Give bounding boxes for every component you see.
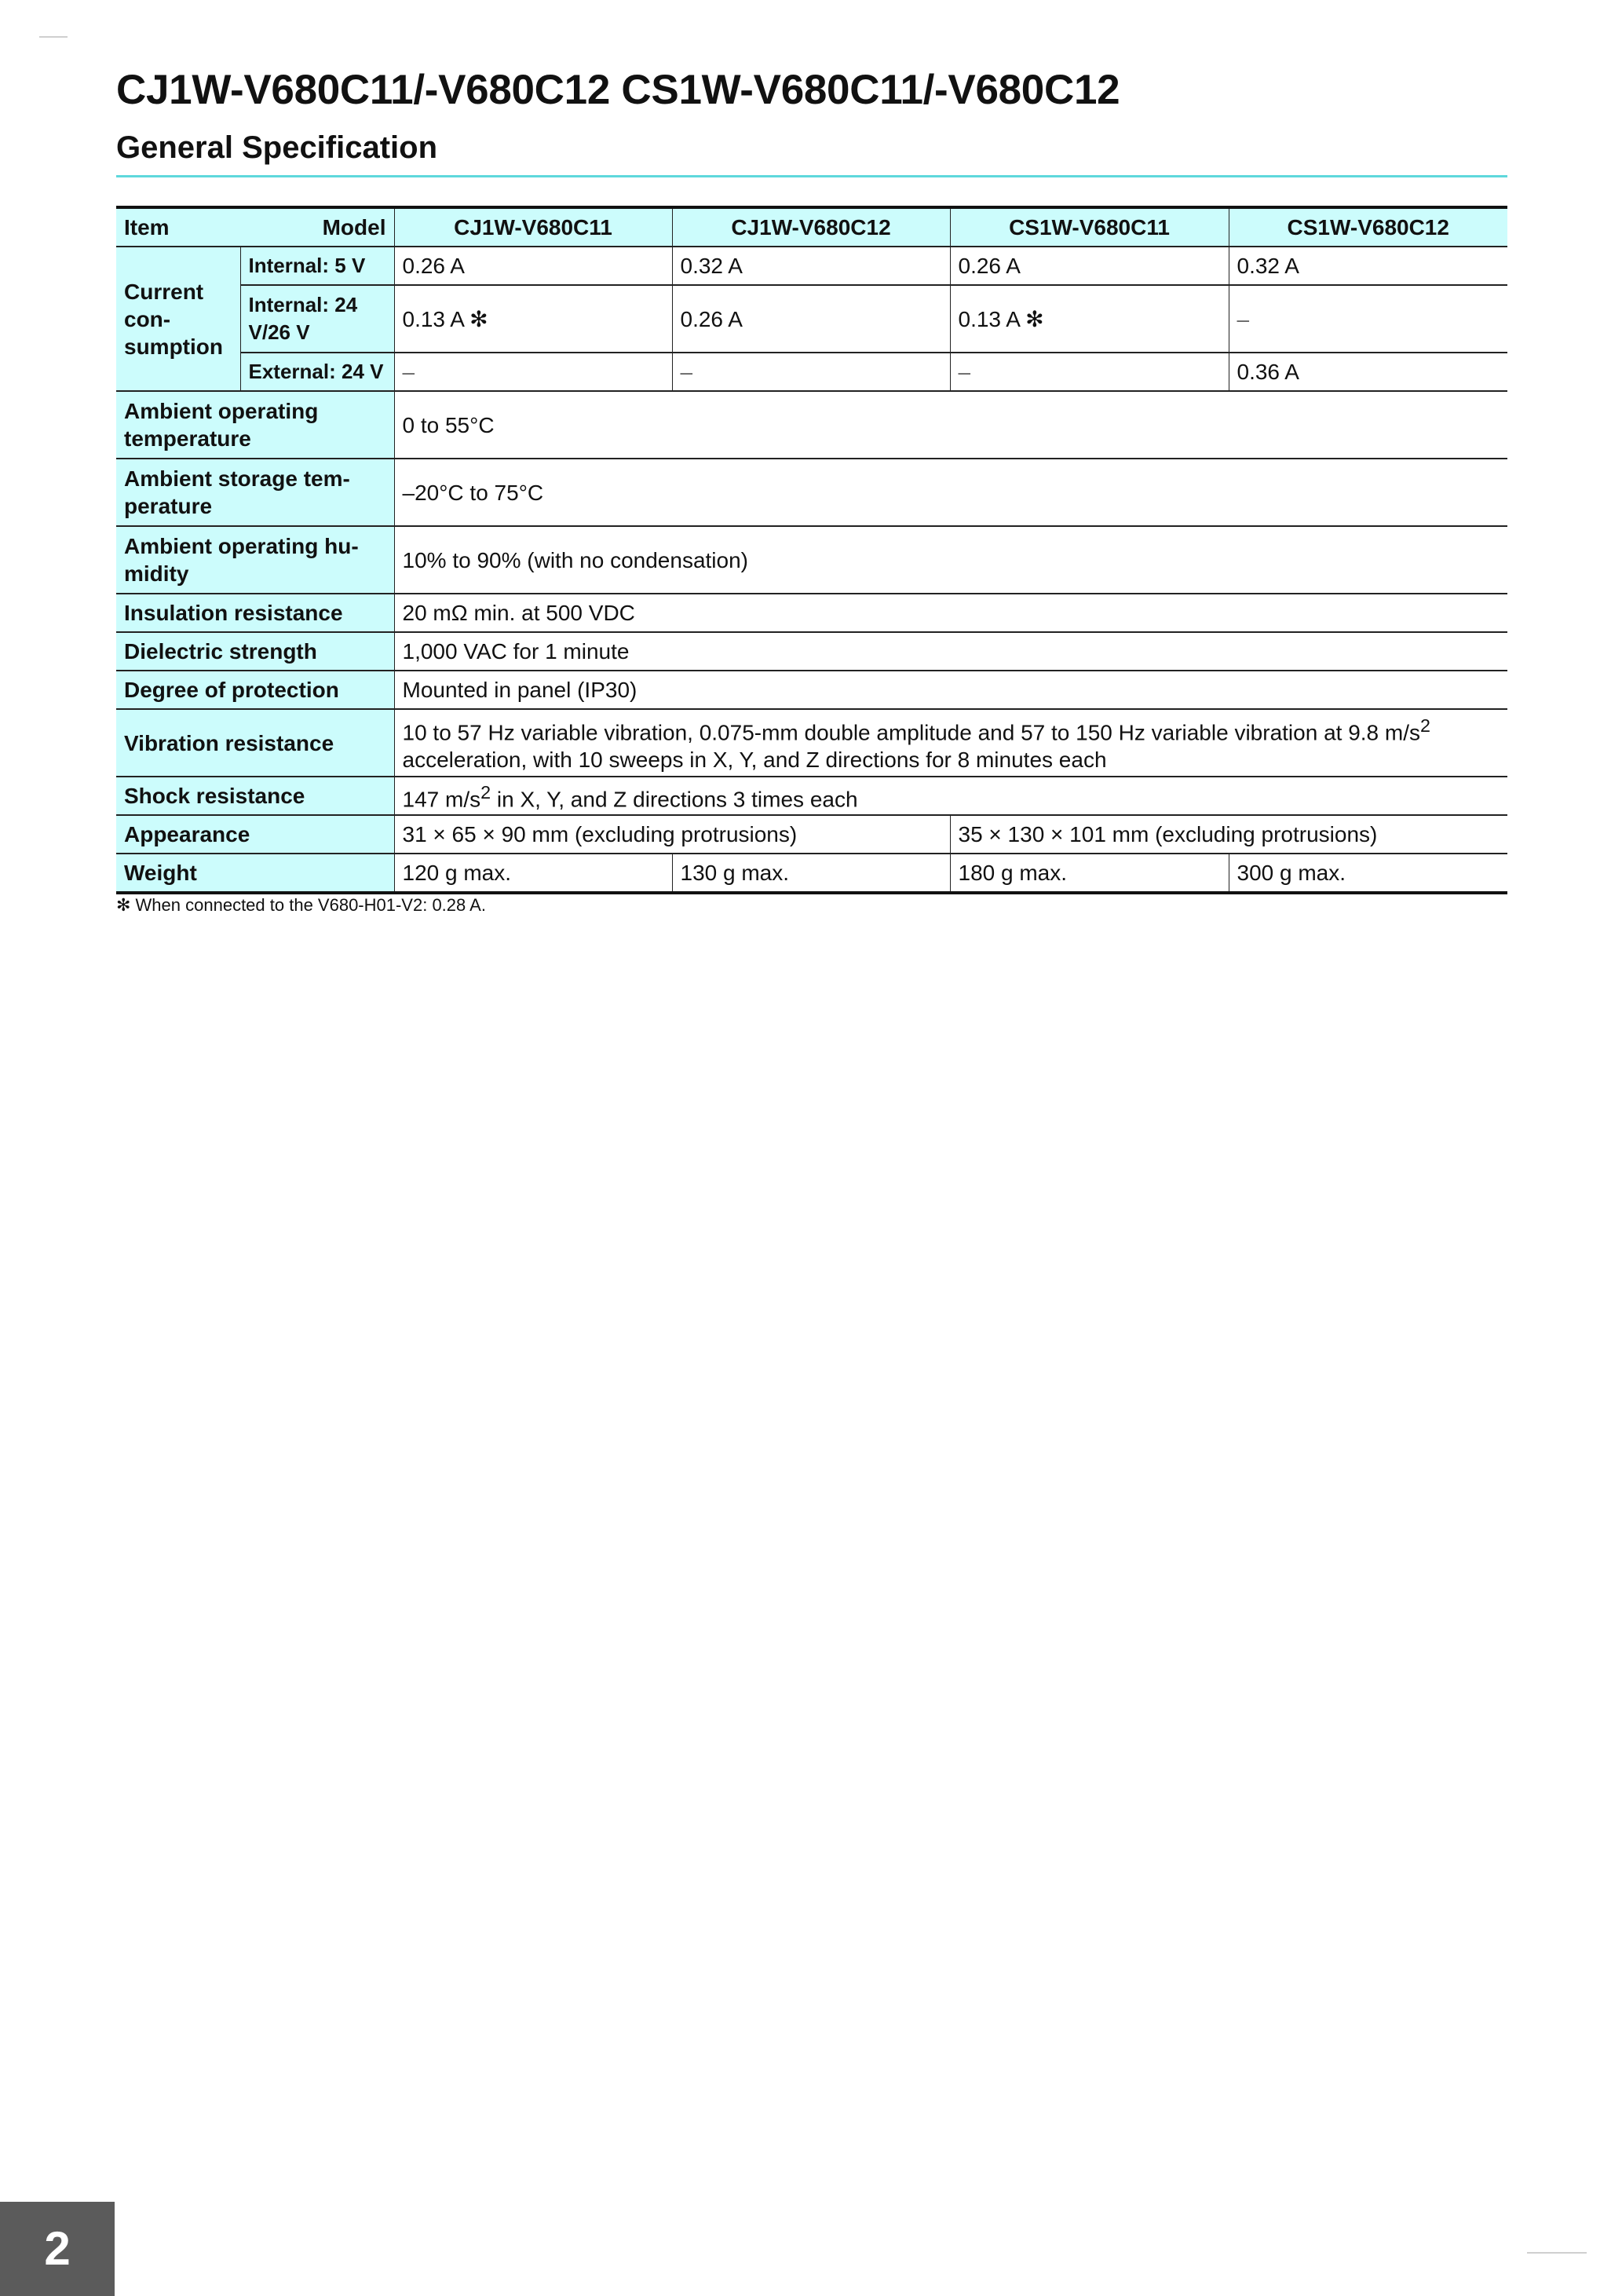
sub-item-label: Internal: 24 V/26 V — [240, 285, 394, 353]
row-label: Ambient storage tem-perature — [116, 459, 394, 526]
table-row — [116, 709, 1507, 777]
row-label: Degree of protection — [116, 671, 394, 709]
table-cell: 0 to 55°C — [394, 391, 1507, 459]
table-row — [116, 632, 1507, 671]
superscript: 2 — [480, 781, 491, 803]
table-cell: 1,000 VAC for 1 minute — [394, 632, 1507, 671]
table-cell — [394, 709, 1507, 777]
superscript: 2 — [1420, 715, 1430, 736]
general-specification-table — [116, 206, 1507, 894]
page-number-tab: 2 — [0, 2202, 115, 2296]
table-cell: – — [950, 353, 1229, 391]
table-row — [116, 247, 1507, 285]
shock-text-b: in X, Y, and Z directions 3 times each — [491, 787, 858, 812]
table-row — [116, 391, 1507, 459]
row-label: Shock resistance — [116, 777, 394, 815]
table-row — [116, 671, 1507, 709]
table-cell: 130 g max. — [672, 854, 950, 893]
table-cell: 300 g max. — [1229, 854, 1507, 893]
model-header-label: Model — [322, 215, 386, 239]
table-cell: 35 × 130 × 101 mm (excluding protrusions) — [950, 815, 1507, 854]
section-title: General Specification — [116, 130, 438, 165]
table-cell: 0.36 A — [1229, 353, 1507, 391]
page-title: CJ1W-V680C11/-V680C12 CS1W-V680C11/-V680C12 — [116, 67, 1120, 113]
table-cell: 0.13 A ✻ — [394, 285, 672, 353]
table-row — [116, 594, 1507, 632]
table-cell: 120 g max. — [394, 854, 672, 893]
table-cell: 0.32 A — [1229, 247, 1507, 285]
corner-mark — [39, 36, 68, 38]
footnote: ✻ When connected to the V680-H01-V2: 0.28 A. — [116, 895, 486, 915]
row-label: Ambient operating hu-midity — [116, 526, 394, 594]
table-cell: 10% to 90% (with no condensation) — [394, 526, 1507, 594]
table-row — [116, 815, 1507, 854]
vibration-text-line2: acceleration, with 10 sweeps in X, Y, and Z directions for 8 minutes each — [402, 748, 1107, 773]
corner-mark — [1527, 2252, 1587, 2254]
item-header-label: Item — [124, 215, 170, 239]
section-divider — [116, 175, 1507, 177]
table-cell: 0.13 A ✻ — [950, 285, 1229, 353]
row-label: Appearance — [116, 815, 394, 854]
table-row — [116, 459, 1507, 526]
table-cell: 0.26 A — [950, 247, 1229, 285]
row-label: Weight — [116, 854, 394, 893]
table-row — [116, 854, 1507, 893]
item-model-header — [116, 207, 394, 247]
current-consumption-text: Current con-sumption — [124, 279, 223, 359]
table-cell: Mounted in panel (IP30) — [394, 671, 1507, 709]
row-label: Vibration resistance — [116, 709, 394, 777]
table-cell: 0.26 A — [672, 285, 950, 353]
row-label: Insulation resistance — [116, 594, 394, 632]
table-cell: – — [672, 353, 950, 391]
model-header: CS1W-V680C11 — [950, 207, 1229, 247]
table-cell: 20 mΩ min. at 500 VDC — [394, 594, 1507, 632]
table-row — [116, 285, 1507, 353]
table-row — [116, 777, 1507, 815]
table-row — [116, 526, 1507, 594]
table-cell: 180 g max. — [950, 854, 1229, 893]
table-cell — [394, 777, 1507, 815]
table-cell: –20°C to 75°C — [394, 459, 1507, 526]
row-label: Dielectric strength — [116, 632, 394, 671]
current-consumption-label — [116, 247, 240, 391]
table-cell: 0.32 A — [672, 247, 950, 285]
row-label: Ambient operating temperature — [116, 391, 394, 459]
vibration-text-line1: 10 to 57 Hz variable vibration, 0.075-mm double amplitude and 57 to 150 Hz variable vibration at 9.8 m/s — [402, 720, 1421, 745]
table-cell: – — [394, 353, 672, 391]
table-cell: 31 × 65 × 90 mm (excluding protrusions) — [394, 815, 950, 854]
table-header-row — [116, 207, 1507, 247]
model-header: CJ1W-V680C12 — [672, 207, 950, 247]
sub-item-label: External: 24 V — [240, 353, 394, 391]
table-cell: 0.26 A — [394, 247, 672, 285]
sub-item-label: Internal: 5 V — [240, 247, 394, 285]
table-row — [116, 353, 1507, 391]
model-header: CJ1W-V680C11 — [394, 207, 672, 247]
shock-text-a: 147 m/s — [402, 787, 481, 812]
model-header: CS1W-V680C12 — [1229, 207, 1507, 247]
table-cell: – — [1229, 285, 1507, 353]
